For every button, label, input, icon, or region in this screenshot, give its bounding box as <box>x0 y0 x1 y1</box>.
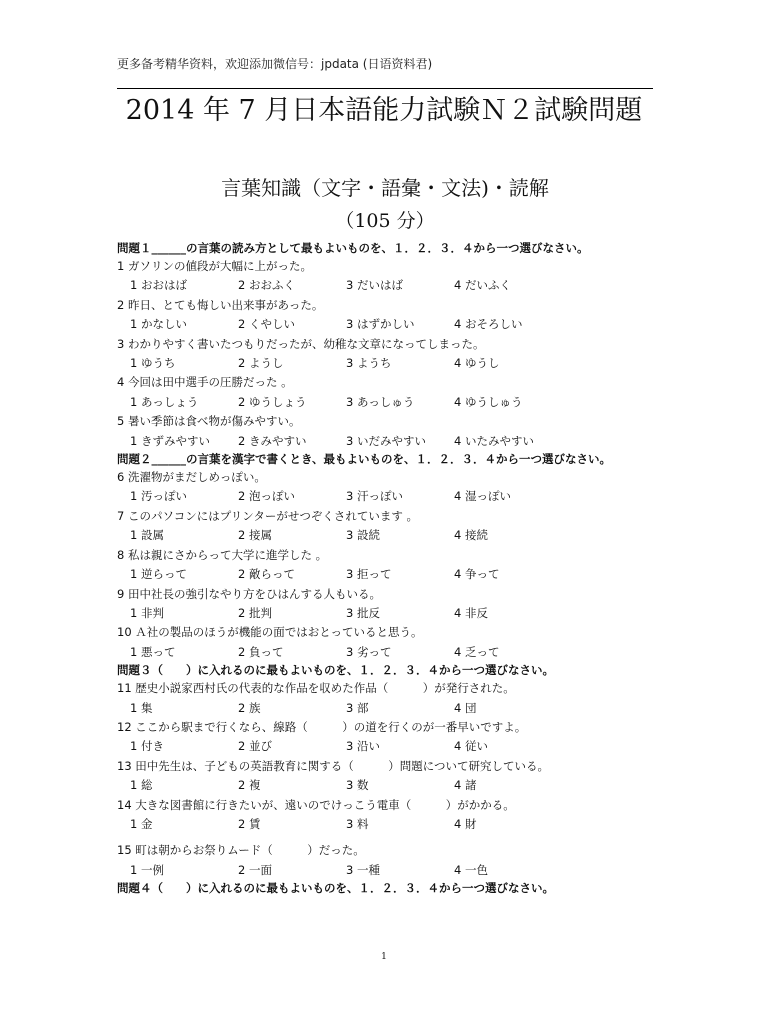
answer-option: 1 付き <box>130 739 164 754</box>
answer-option: 2 くやしい <box>238 317 295 332</box>
answer-options <box>117 604 657 623</box>
answer-option: 2 ようし <box>238 356 284 371</box>
answer-options <box>117 526 657 545</box>
answer-option: 2 敵らって <box>238 567 295 582</box>
question-line: 1 ガソリンの値段が大幅に上がった。 <box>117 259 312 273</box>
section-heading: 問題３（ ）に入れるのに最もよいものを、１．２．３．４から一つ選びなさい。 <box>117 663 554 678</box>
score-note: （105 分） <box>335 210 435 232</box>
answer-options <box>117 815 657 834</box>
answer-options <box>117 776 657 795</box>
question-line: 6 洗濯物がまだしめっぽい。 <box>117 470 266 485</box>
page-subtitle: 言葉知識（文字・語彙・文法)・読解 <box>221 176 549 200</box>
answer-option: 2 接属 <box>238 528 272 543</box>
answer-options <box>117 393 657 412</box>
answer-option: 3 あっしゅう <box>346 394 415 409</box>
header-divider <box>117 88 653 89</box>
question-line: 13 田中先生は、子どもの英語教育に関する（ ）問題について研究している。 <box>117 758 550 773</box>
question-line: 15 町は朝からお祭りムード（ ）だった。 <box>117 843 365 858</box>
answer-option: 4 おそろしい <box>454 317 523 332</box>
answer-option: 3 だいはば <box>346 278 403 293</box>
answer-options <box>117 315 657 334</box>
answer-option: 2 並び <box>238 739 272 754</box>
header-note: 更多备考精华资料，欢迎添加微信号：jpdata (日语资料君) <box>117 57 433 71</box>
answer-option: 2 一面 <box>238 862 272 877</box>
question-line: 3 わかりやすく書いたつもりだったが、幼稚な文章になってしまった。 <box>117 336 485 351</box>
answer-option: 1 あっしょう <box>130 394 199 409</box>
question-line: 14 大きな図書館に行きたいが、遠いのでけっこう電車（ ）がかかる。 <box>117 797 515 812</box>
question-line: 5 暑い季節は食べ物が傷みやすい。 <box>117 414 301 429</box>
answer-option: 3 料 <box>346 816 369 831</box>
answer-option: 3 拒って <box>346 567 392 582</box>
answer-option: 2 負って <box>238 644 284 659</box>
answer-option: 4 だいふく <box>454 278 511 293</box>
answer-option: 2 批判 <box>238 605 272 620</box>
answer-option: 4 いたみやすい <box>454 433 534 448</box>
answer-option: 1 一例 <box>130 862 164 877</box>
answer-option: 2 賃 <box>238 816 261 831</box>
question-line: 4 今回は田中選手の圧勝だった 。 <box>117 375 293 390</box>
answer-options <box>117 699 657 718</box>
answer-option: 3 ようち <box>346 356 392 371</box>
page-title: 2014 年 7 月日本語能力試験Ｎ２試験問題 <box>125 95 643 126</box>
question-line: 8 私は親にさからって大学に進学した 。 <box>117 547 328 562</box>
section-heading: 問題１______の言葉の読み方として最もよいものを、１．２．３．４から一つ選びなさい。 <box>117 241 589 255</box>
answer-option: 3 汗っぽい <box>346 489 403 504</box>
answer-option: 1 逆らって <box>130 567 187 582</box>
answer-options <box>117 487 657 506</box>
answer-options <box>117 354 657 373</box>
answer-option: 4 接続 <box>454 528 488 543</box>
answer-option: 4 ゆうしゅう <box>454 394 523 409</box>
answer-options <box>117 276 657 295</box>
section-heading: 問題２______の言葉を漢字で書くとき、最もよいものを、１．２．３．４から一つ選びなさい。 <box>117 452 612 467</box>
answer-option: 4 一色 <box>454 862 488 877</box>
answer-option: 4 争って <box>454 567 500 582</box>
answer-option: 1 かなしい <box>130 317 187 332</box>
answer-option: 2 きみやすい <box>238 433 307 448</box>
answer-options <box>117 565 657 584</box>
answer-option: 1 悪って <box>130 644 176 659</box>
answer-option: 3 劣って <box>346 644 392 659</box>
question-line: 7 このパソコンにはプリンターがせつぞくされています 。 <box>117 508 418 523</box>
answer-option: 3 はずかしい <box>346 317 415 332</box>
answer-option: 4 団 <box>454 700 477 715</box>
answer-option: 1 金 <box>130 816 153 831</box>
answer-option: 2 ゆうしょう <box>238 394 307 409</box>
answer-option: 1 設属 <box>130 528 164 543</box>
answer-option: 4 従い <box>454 739 488 754</box>
answer-option: 3 設続 <box>346 528 380 543</box>
answer-option: 1 ゆうち <box>130 356 176 371</box>
answer-options <box>117 432 657 451</box>
answer-option: 1 汚っぽい <box>130 489 187 504</box>
answer-option: 4 ゆうし <box>454 356 500 371</box>
question-line: 2 昨日、とても悔しい出来事があった。 <box>117 297 324 312</box>
answer-option: 1 おおはば <box>130 278 187 293</box>
question-line: 11 歴史小説家西村氏の代表的な作品を収めた作品（ ）が発行された。 <box>117 681 515 696</box>
answer-option: 4 財 <box>454 816 477 831</box>
answer-option: 4 諸 <box>454 778 477 793</box>
answer-option: 3 いだみやすい <box>346 433 426 448</box>
question-line: 12 ここから駅まで行くなら、線路（ ）の道を行くのが一番早いですよ。 <box>117 719 527 734</box>
answer-option: 1 総 <box>130 778 153 793</box>
answer-options <box>117 643 657 662</box>
question-content <box>117 240 657 897</box>
answer-option: 1 非判 <box>130 605 164 620</box>
answer-option: 1 きずみやすい <box>130 433 210 448</box>
answer-option: 2 複 <box>238 778 261 793</box>
answer-option: 2 族 <box>238 700 261 715</box>
answer-option: 3 数 <box>346 778 369 793</box>
answer-option: 2 おおふく <box>238 278 295 293</box>
question-line: 9 田中社長の強引なやり方をひはんする人もいる。 <box>117 586 381 601</box>
answer-option: 3 批反 <box>346 605 380 620</box>
answer-option: 3 沿い <box>346 739 380 754</box>
answer-options <box>117 737 657 756</box>
answer-option: 2 泡っぽい <box>238 489 295 504</box>
page-number: 1 <box>381 952 387 962</box>
answer-option: 3 一種 <box>346 862 380 877</box>
answer-option: 4 非反 <box>454 605 488 620</box>
answer-option: 4 湿っぽい <box>454 489 511 504</box>
section-heading: 問題４（ ）に入れるのに最もよいものを、１．２．３．４から一つ選びなさい。 <box>117 881 554 896</box>
question-line: 10 Ａ社の製品のほうが機能の面ではおとっていると思う。 <box>117 625 423 640</box>
answer-option: 1 集 <box>130 700 153 715</box>
answer-option: 3 部 <box>346 700 369 715</box>
answer-options <box>117 861 657 880</box>
answer-option: 4 乏って <box>454 644 500 659</box>
spacer <box>117 834 657 841</box>
